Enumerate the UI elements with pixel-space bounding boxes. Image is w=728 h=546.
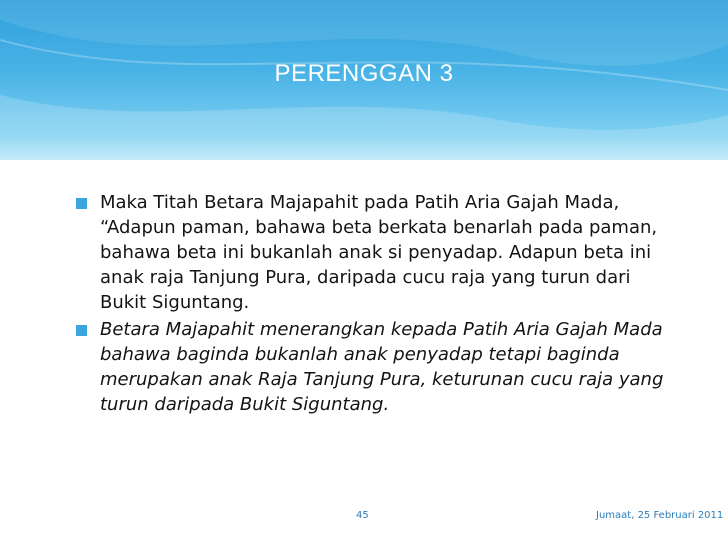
bullet-square-icon (76, 198, 87, 209)
page-number: 45 (356, 510, 369, 521)
bullet-square-icon (76, 325, 87, 336)
bullet-text: Betara Majapahit menerangkan kepada Patih Aria Gajah Mada bahawa baginda bukanlah anak penyadap tetapi baginda merupakan anak Raja Tanjung Pura, keturunan cucu raja yang turun daripada Bukit Siguntang. (100, 319, 664, 415)
slide-title: PERENGGAN 3 (274, 60, 454, 87)
bullet-text: Maka Titah Betara Majapahit pada Patih Aria Gajah Mada, “Adapun paman, bahawa beta berkata benarlah pada paman, bahawa beta ini bukanlah anak si penyadap. Adapun beta ini anak raja Tanjung Pura, daripada cucu raja yang turun dari Bukit Siguntang. (100, 192, 658, 313)
slide-date: Jumaat, 25 Februari 2011 (596, 510, 724, 521)
slide-content (76, 190, 666, 419)
bullet-item (76, 317, 666, 417)
bullet-item (76, 190, 666, 315)
slide-header (0, 0, 728, 160)
